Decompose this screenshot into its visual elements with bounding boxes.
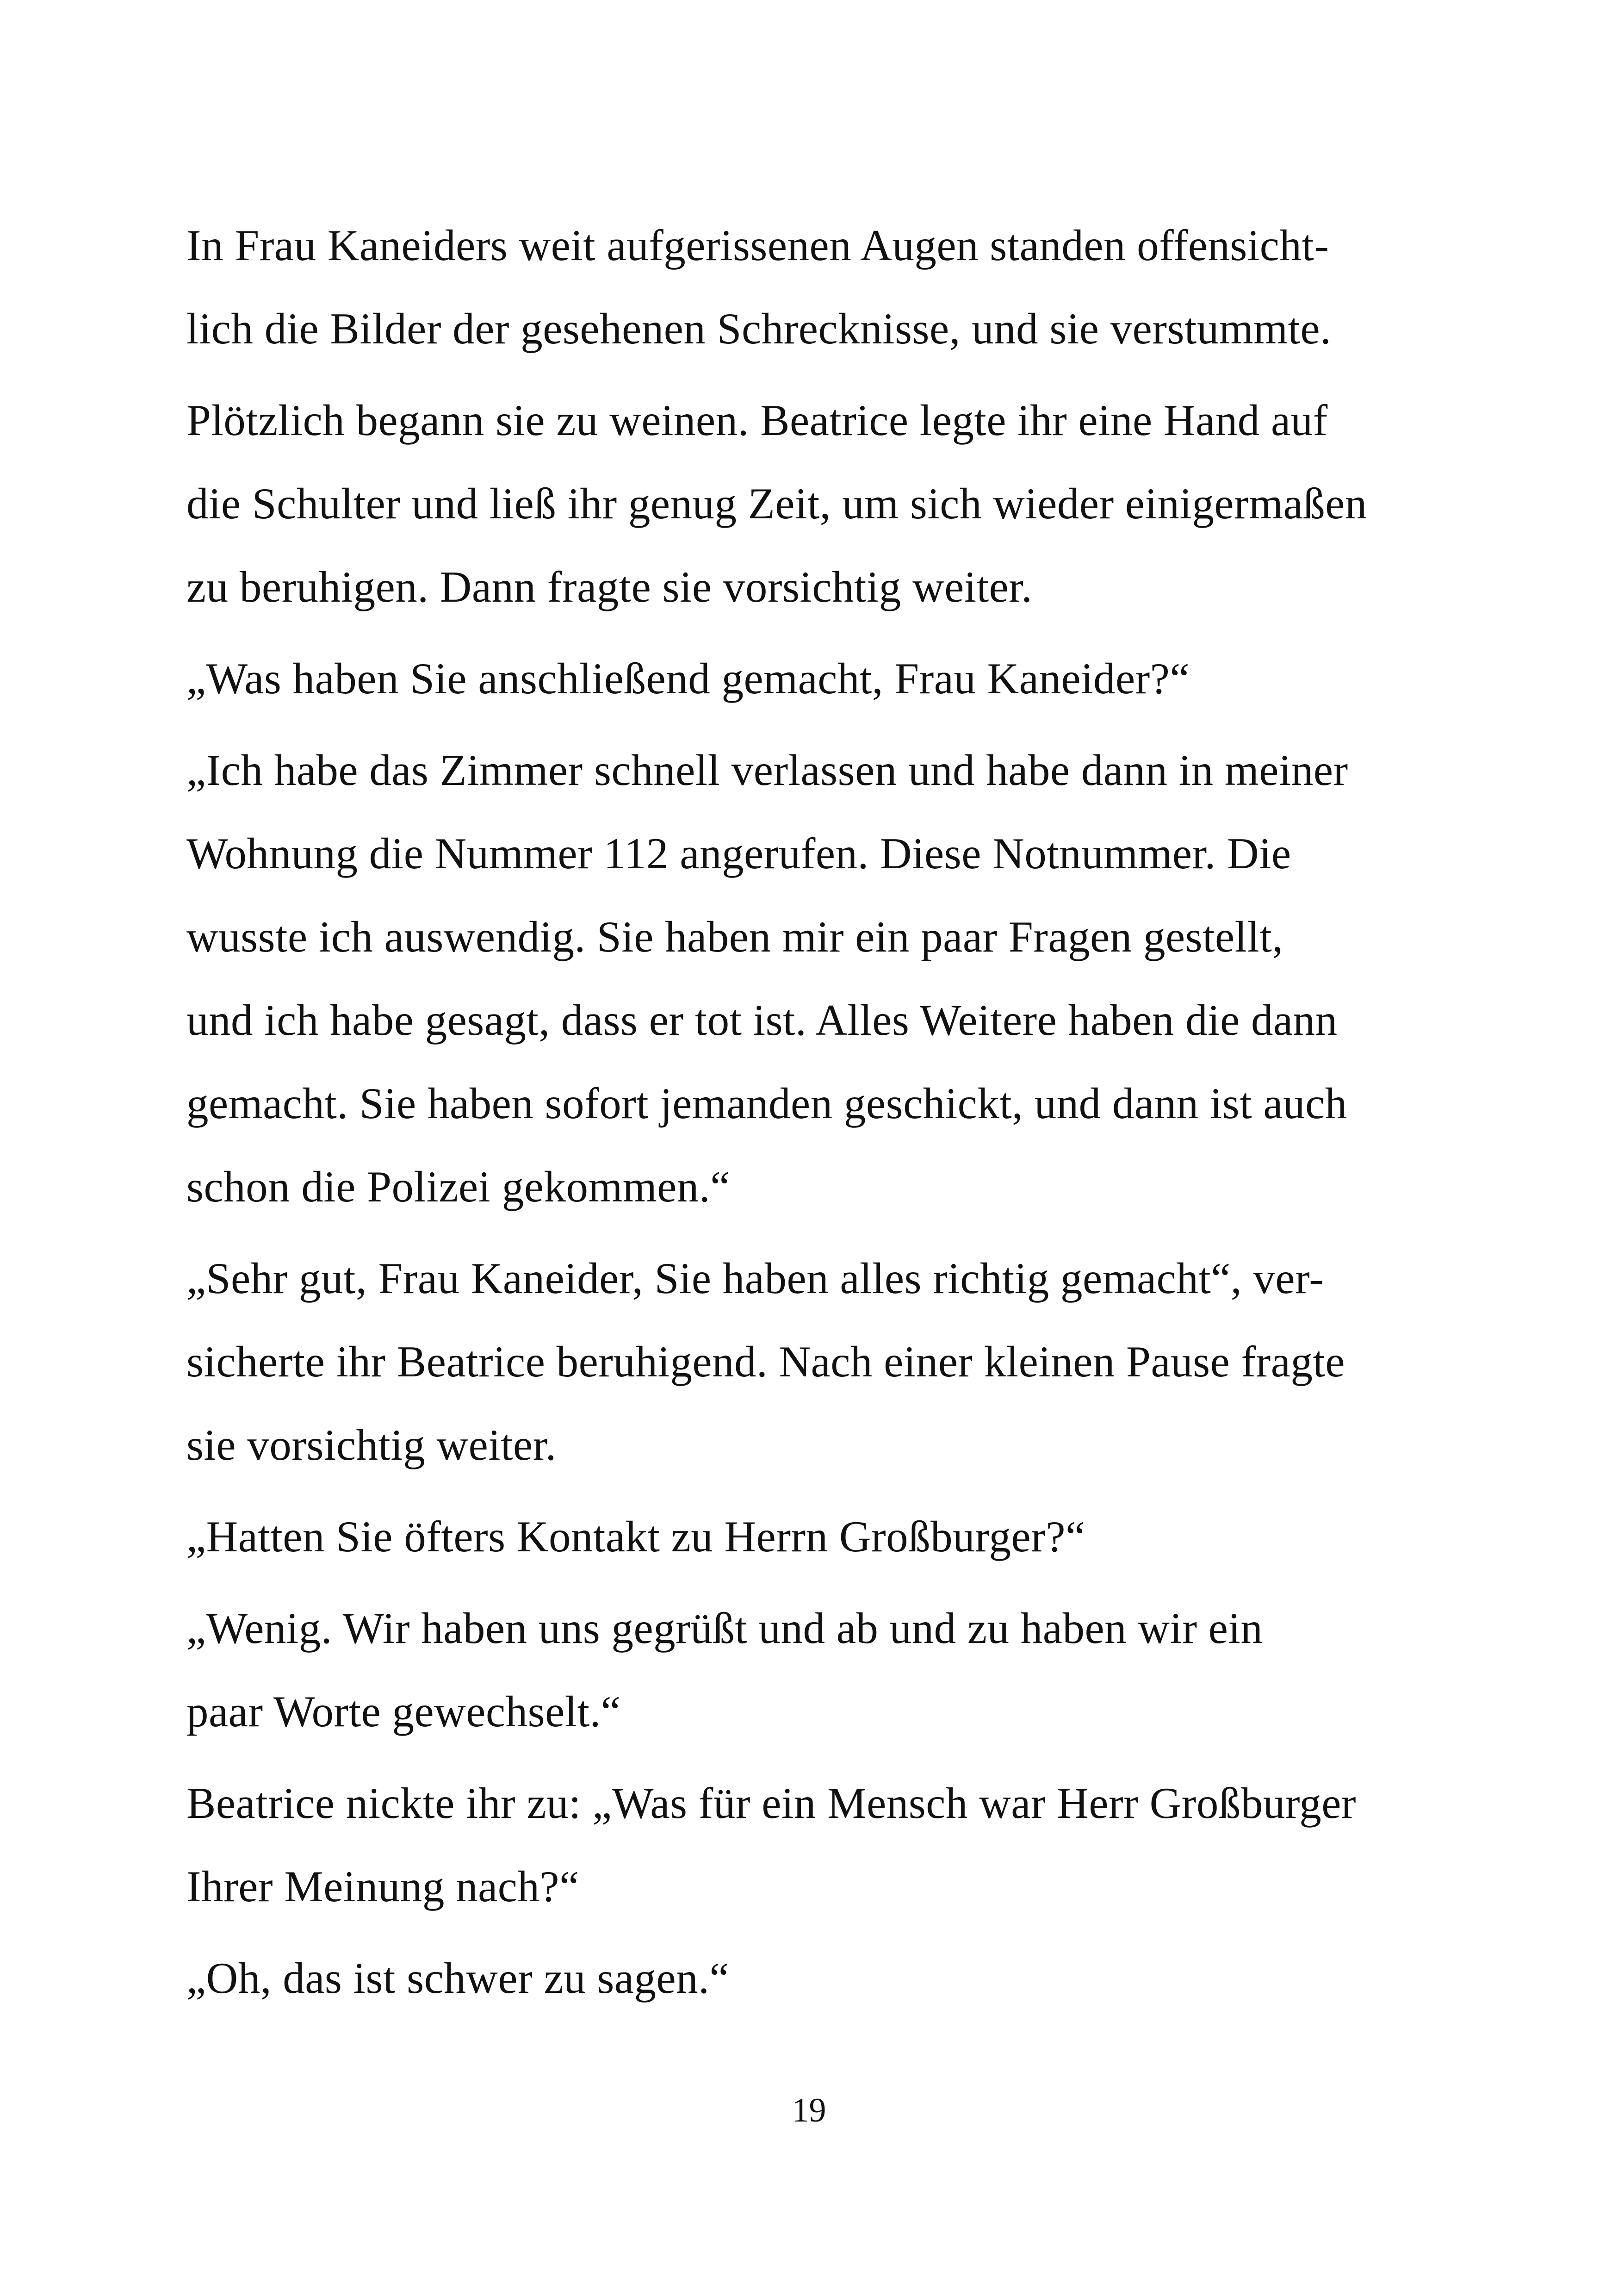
text-line: „Was haben Sie anschließend gemacht, Frau Kaneider?“	[186, 654, 1190, 703]
text-line: In Frau Kaneiders weit aufgerissenen Augen standen offensicht-	[186, 221, 1329, 270]
text-line: schon die Polizei gekommen.“	[186, 1162, 730, 1211]
text-line: „Oh, das ist schwer zu sagen.“	[186, 1954, 730, 2003]
text-line: Beatrice nickte ihr zu: „Was für ein Mensch war Herr Großburger	[186, 1779, 1357, 1828]
text-line: paar Worte gewechselt.“	[186, 1687, 621, 1736]
body-text	[186, 204, 1473, 2020]
text-line: und ich habe gesagt, dass er tot ist. Alles Weitere haben die dann	[186, 996, 1338, 1045]
text-line: wusste ich auswendig. Sie haben mir ein paar Fragen gestellt,	[186, 912, 1283, 961]
text-line: „Sehr gut, Frau Kaneider, Sie haben alles richtig gemacht“, ver-	[186, 1254, 1324, 1303]
text-line: gemacht. Sie haben sofort jemanden geschickt, und dann ist auch	[186, 1079, 1347, 1128]
text-line: sie vorsichtig weiter.	[186, 1420, 557, 1469]
text-line: lich die Bilder der gesehenen Schrecknisse, und sie verstummte.	[186, 304, 1332, 353]
text-line: zu beruhigen. Dann fragte sie vorsichtig weiter.	[186, 562, 1033, 611]
text-line: Wohnung die Nummer 112 angerufen. Diese Notnummer. Die	[186, 829, 1291, 878]
text-line: Ihrer Meinung nach?“	[186, 1862, 579, 1911]
text-line: „Ich habe das Zimmer schnell verlassen und habe dann in meiner	[186, 746, 1348, 795]
page-number: 19	[792, 2091, 826, 2129]
text-line: sicherte ihr Beatrice beruhigend. Nach einer kleinen Pause fragte	[186, 1337, 1345, 1386]
text-line: „Wenig. Wir haben uns gegrüßt und ab und zu haben wir ein	[186, 1604, 1263, 1653]
text-line: „Hatten Sie öfters Kontakt zu Herrn Großburger?“	[186, 1512, 1085, 1561]
text-line: die Schulter und ließ ihr genug Zeit, um sich wieder einigermaßen	[186, 479, 1367, 528]
text-line: Plötzlich begann sie zu weinen. Beatrice legte ihr eine Hand auf	[186, 396, 1328, 445]
